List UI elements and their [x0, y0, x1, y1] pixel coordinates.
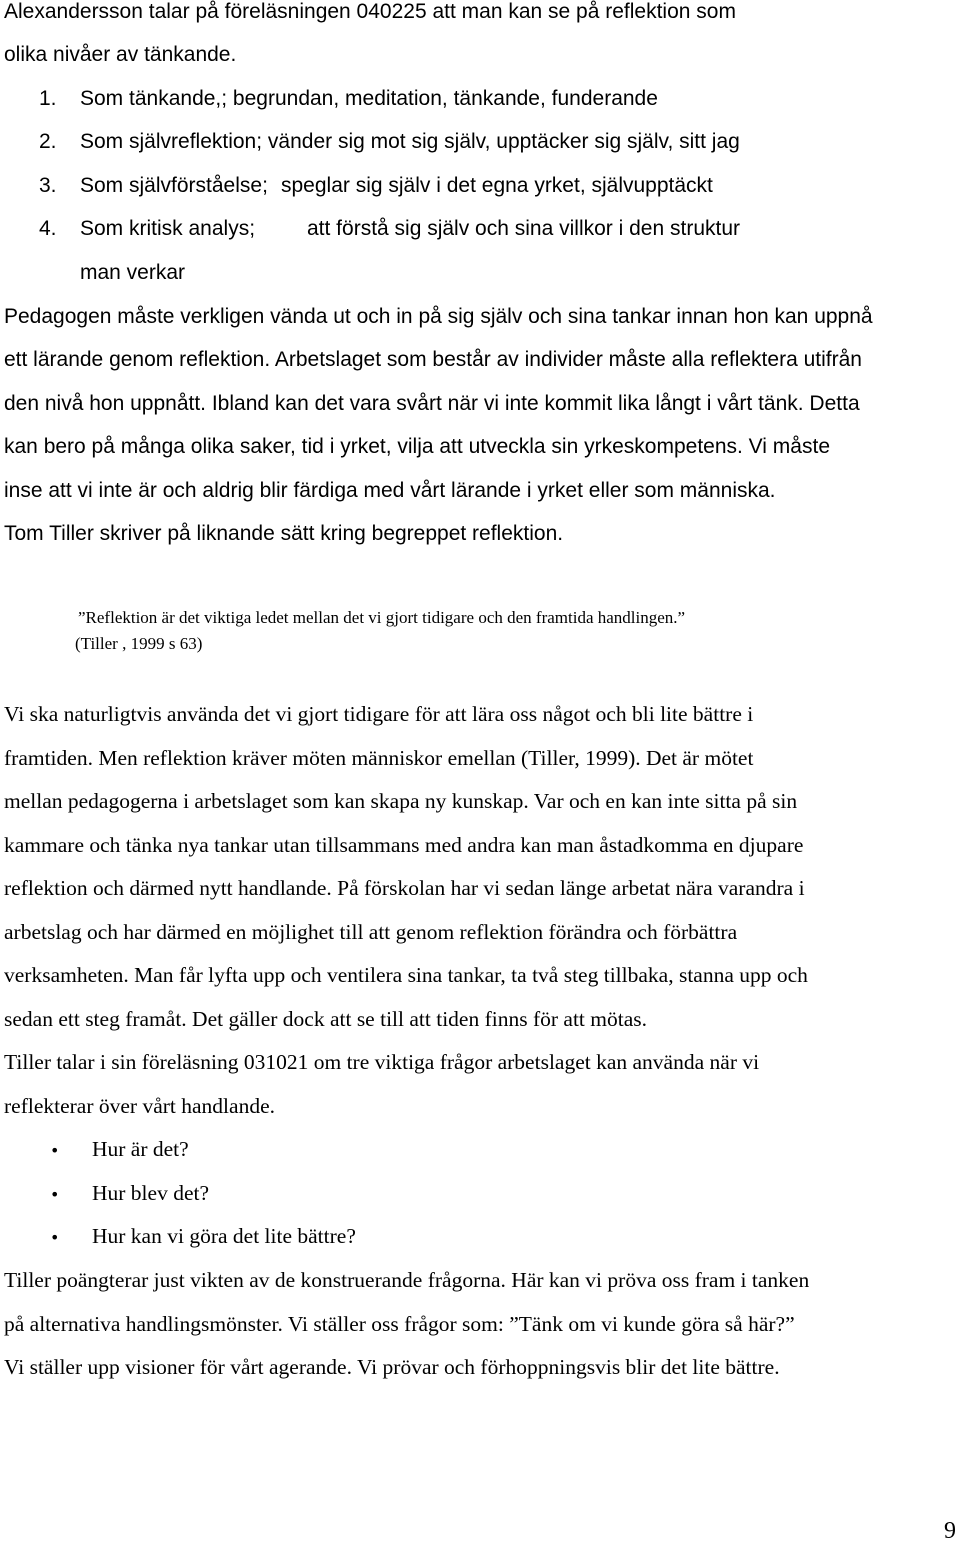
paragraph-3-line-1: Tiller poängterar just vikten av de konstruerande frågorna. Här kan vi pröva oss fram i tanken: [4, 1268, 810, 1292]
paragraph-1-line-6: Tom Tiller skriver på liknande sätt kring begreppet reflektion.: [4, 522, 564, 545]
list-number-3: 3.: [39, 174, 57, 197]
paragraph-1-line-2: ett lärande genom reflektion. Arbetslaget som består av individer måste alla reflektera utifrån: [4, 348, 862, 371]
bullet-icon: •: [50, 1185, 60, 1204]
paragraph-1-line-5: inse att vi inte är och aldrig blir färdiga med vårt lärande i yrket eller som människa.: [4, 479, 776, 502]
paragraph-2-line-3: mellan pedagogerna i arbetslaget som kan skapa ny kunskap. Var och en kan inte sitta på sin: [4, 789, 798, 813]
intro-line-2: olika nivåer av tänkande.: [4, 43, 237, 66]
list-item-3-label: Som självförståelse;: [80, 174, 268, 197]
bullet-icon: •: [50, 1228, 60, 1247]
block-quote: ”Reflektion är det viktiga ledet mellan det vi gjort tidigare och den framtida handlingen.”: [78, 608, 686, 627]
paragraph-2-line-6: arbetslag och har därmed en möjlighet till att genom reflektion förändra och förbättra: [4, 920, 738, 944]
paragraph-1-line-1: Pedagogen måste verkligen vända ut och in på sig själv och sina tankar innan hon kan uppnå: [4, 305, 873, 328]
paragraph-2-line-1: Vi ska naturligtvis använda det vi gjort tidigare för att lära oss något och bli lite bättre i: [4, 702, 754, 726]
bullet-icon: •: [50, 1141, 60, 1160]
list-item-2: Som självreflektion; vänder sig mot sig själv, upptäcker sig själv, sitt jag: [80, 130, 740, 153]
list-item-4-continuation: man verkar: [80, 261, 186, 284]
paragraph-3-line-3: Vi ställer upp visioner för vårt agerande. Vi prövar och förhoppningsvis blir det lite bättre.: [4, 1355, 780, 1379]
paragraph-2-line-8: sedan ett steg framåt. Det gäller dock att se till att tiden finns för att mötas.: [4, 1007, 648, 1031]
list-item-4-desc: att förstå sig själv och sina villkor i den struktur: [307, 217, 741, 240]
paragraph-2-line-2: framtiden. Men reflektion kräver möten människor emellan (Tiller, 1999). Det är mötet: [4, 746, 754, 770]
quote-citation: (Tiller , 1999 s 63): [75, 634, 203, 653]
paragraph-2-line-5: reflektion och därmed nytt handlande. På förskolan har vi sedan länge arbetat nära varandra i: [4, 876, 805, 900]
paragraph-2-line-10: reflekterar över vårt handlande.: [4, 1094, 275, 1118]
paragraph-2-line-9: Tiller talar i sin föreläsning 031021 om tre viktiga frågor arbetslaget kan använda när vi: [4, 1050, 760, 1074]
list-item-1: Som tänkande,; begrundan, meditation, tänkande, funderande: [80, 87, 658, 110]
list-number-2: 2.: [39, 130, 57, 153]
paragraph-3-line-2: på alternativa handlingsmönster. Vi ställer oss frågor som: ”Tänk om vi kunde göra så här?”: [4, 1312, 795, 1336]
page-number: 9: [944, 1518, 956, 1544]
paragraph-2-line-4: kammare och tänka nya tankar utan tillsammans med andra kan man åstadkomma en djupare: [4, 833, 804, 857]
paragraph-1-line-4: kan bero på många olika saker, tid i yrket, vilja att utveckla sin yrkeskompetens. Vi måste: [4, 435, 830, 458]
intro-line-1: Alexandersson talar på föreläsningen 040225 att man kan se på reflektion som: [4, 0, 736, 23]
paragraph-2-line-7: verksamheten. Man får lyfta upp och ventilera sina tankar, ta två steg tillbaka, stanna upp och: [4, 963, 808, 987]
bullet-item-3: Hur kan vi göra det lite bättre?: [92, 1224, 356, 1248]
bullet-item-1: Hur är det?: [92, 1137, 189, 1161]
list-number-1: 1.: [39, 87, 57, 110]
list-item-3-desc: speglar sig själv i det egna yrket, självupptäckt: [281, 174, 713, 197]
list-item-4-label: Som kritisk analys;: [80, 217, 256, 240]
list-number-4: 4.: [39, 217, 57, 240]
paragraph-1-line-3: den nivå hon uppnått. Ibland kan det vara svårt när vi inte kommit lika långt i vårt tänk. Detta: [4, 392, 860, 415]
bullet-item-2: Hur blev det?: [92, 1181, 210, 1205]
